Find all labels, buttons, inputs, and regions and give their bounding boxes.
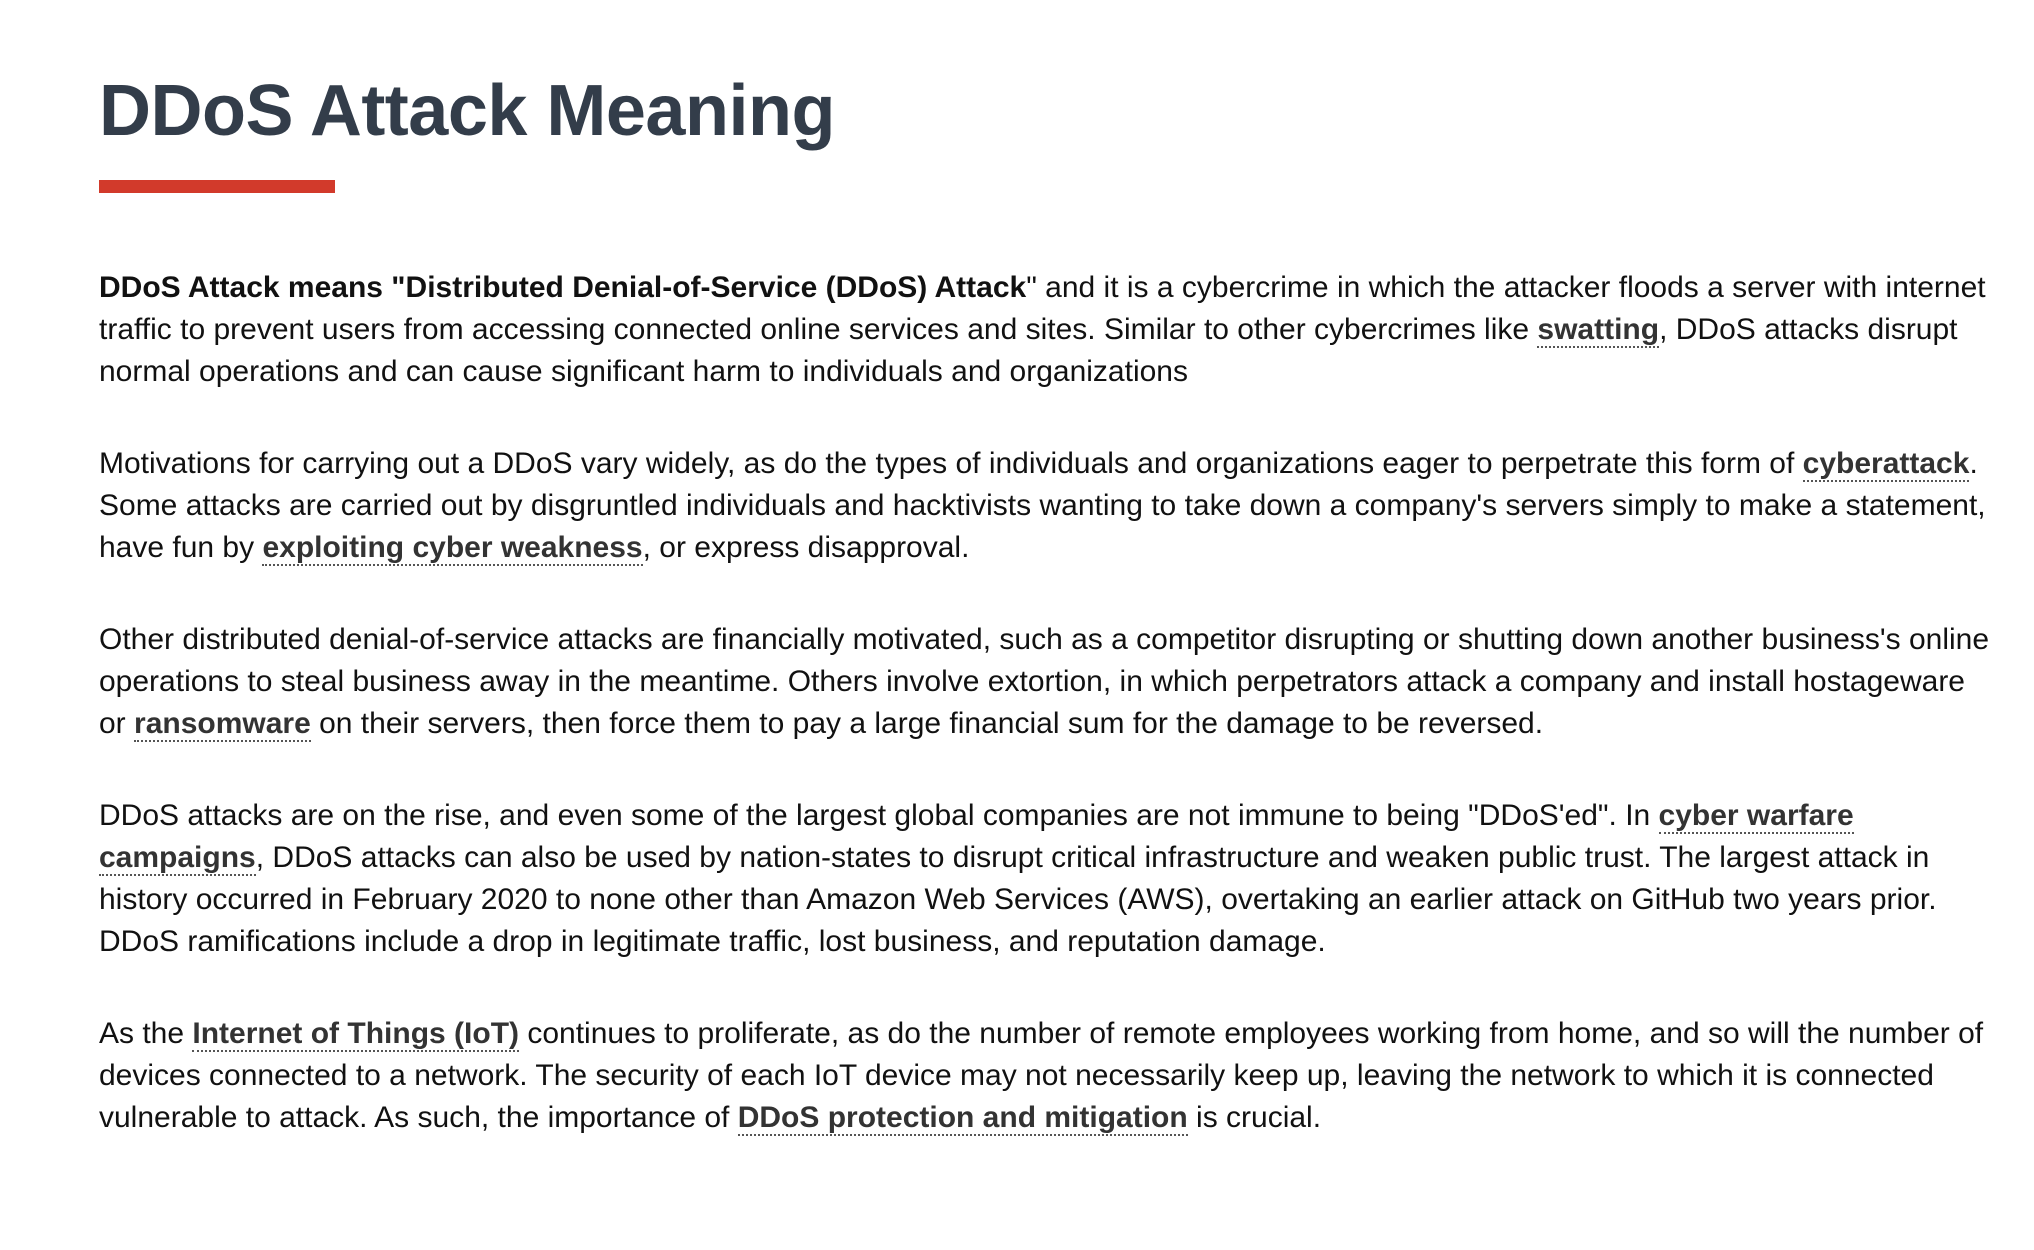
paragraph-text: on their servers, then force them to pay a large financial sum for the damage to be reversed.	[310, 707, 1544, 740]
page-title: DDoS Attack Meaning	[99, 71, 835, 151]
paragraph-text: As the	[99, 1017, 193, 1050]
paragraph-text: Other distributed denial-of-service attacks are financially motivated, such as a competitor disrupting or shutting down another business's online operations to steal business away in the meantime. Others involve extortion, in which perpetrators attack a company and install hostageware or	[99, 623, 1990, 740]
link-exploiting-cyber-weakness[interactable]: exploiting cyber weakness	[262, 531, 643, 564]
paragraph-text: " and it is a cybercrime in which the attacker floods a server with internet traffic to prevent users from accessing connected online services and sites. Similar to other cybercrimes like	[99, 271, 1986, 346]
definition-lead: DDoS Attack means "Distributed Denial-of-Service (DDoS) Attack	[99, 271, 1027, 304]
title-accent-bar	[99, 180, 335, 193]
link-ransomware[interactable]: ransomware	[134, 707, 311, 740]
paragraph-financial	[99, 619, 1999, 745]
paragraph-text: , or express disapproval.	[642, 531, 970, 564]
link-internet-of-things[interactable]: Internet of Things (IoT)	[192, 1017, 520, 1050]
link-swatting[interactable]: swatting	[1537, 313, 1660, 346]
link-cyberattack[interactable]: cyberattack	[1802, 447, 1970, 480]
paragraph-text: continues to proliferate, as do the number of remote employees working from home, and so will the number of devices connected to a network. The security of each IoT device may not necessarily keep up, leaving the network to which it is connected vulnerable to attack. As such, the importance of	[99, 1017, 1984, 1134]
paragraph-iot	[99, 1013, 1999, 1139]
paragraph-text: , DDoS attacks disrupt normal operations and can cause significant harm to individuals and organizations	[99, 313, 1958, 388]
paragraph-text: DDoS attacks are on the rise, and even some of the largest global companies are not immune to being "DDoS'ed". In	[99, 799, 1659, 832]
paragraph-text: , DDoS attacks can also be used by nation-states to disrupt critical infrastructure and weaken public trust. The largest attack in history occurred in February 2020 to none other than Amazon Web Services (AWS), overtaking an earlier attack on GitHub two years prior. DDoS ramifications include a drop in legitimate traffic, lost business, and reputation damage.	[99, 841, 1937, 958]
link-cyber-warfare-campaigns[interactable]: cyber warfare campaigns	[99, 799, 1854, 874]
article-body	[99, 267, 1999, 1139]
paragraph-text: is crucial.	[1187, 1101, 1322, 1134]
paragraph-text: . Some attacks are carried out by disgruntled individuals and hacktivists wanting to take down a company's servers simply to make a statement, have fun by	[99, 447, 1986, 564]
paragraph-rise	[99, 795, 1999, 963]
paragraph-motivations	[99, 443, 1999, 569]
paragraph-definition	[99, 267, 1999, 393]
paragraph-text: Motivations for carrying out a DDoS vary widely, as do the types of individuals and organizations eager to perpetrate this form of	[99, 447, 1803, 480]
link-ddos-protection-mitigation[interactable]: DDoS protection and mitigation	[737, 1101, 1188, 1134]
article-content	[99, 66, 1999, 1189]
